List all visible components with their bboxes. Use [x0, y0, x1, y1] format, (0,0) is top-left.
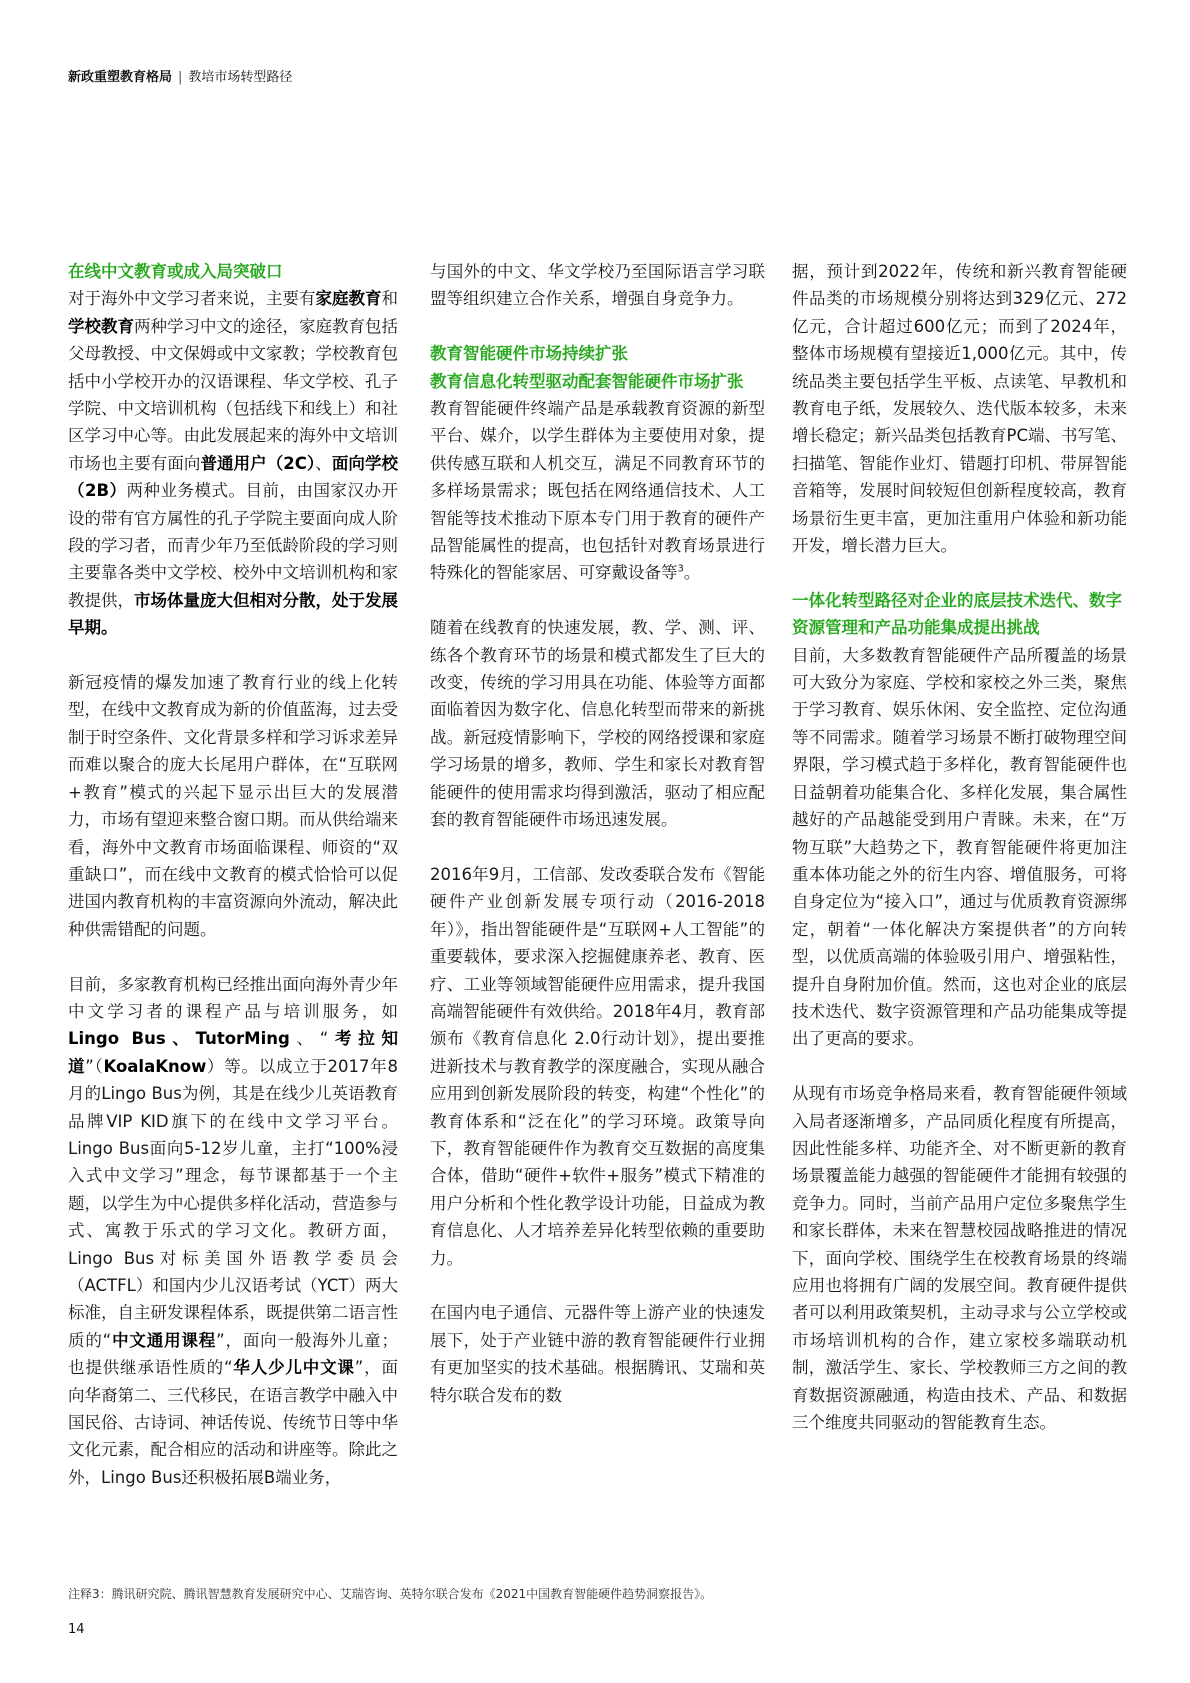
paragraph: 与国外的中文、华文学校乃至国际语言学习联盟等组织建立合作关系，增强自身竞争力。	[430, 262, 765, 309]
paragraph: 教育智能硬件终端产品是承载教育资源的新型平台、媒介，以学生群体为主要使用对象，提供传感互联和人机交互，满足不同教育环节的多样场景需求；既包括在网络通信技术、人工智能等技术推动下原本专门用于教育的硬件产品智能属性的提高，也包括针对教育场景进行特殊化的智能家居、可穿戴设备等$^3$。	[430, 399, 765, 583]
paragraph: 目前，大多数教育智能硬件产品所覆盖的场景可大致分为家庭、学校和家校之外三类，聚焦于学习教育、娱乐休闲、安全监控、定位沟通等不同需求。随着学习场景不断打破物理空间界限，学习模式趋于多样化，教育智能硬件也日益朝着功能集合化、多样化发展，集合属性越好的产品越能受到用户青睐。未来，在“万物互联”大趋势之下，教育智能硬件将更加注重本体功能之外的衍生内容、增值服务，可将自身定位为“接入口”，通过与优质教育资源绑定，朝着“一体化解决方案提供者”的方向转型，以优质高端的体验吸引用户、增强粘性，提升自身附加价值。然而，这也对企业的底层技术迭代、数字资源管理和产品功能集成等提出了更高的要求。	[792, 645, 1127, 1049]
header-subtitle: 教培市场转型路径	[188, 70, 293, 85]
paragraph: 2016年9月，工信部、发改委联合发布《智能硬件产业创新发展专项行动（2016-2018年）》，指出智能硬件是“互联网+人工智能”的重要载体，要求深入挖掘健康养老、教育、医疗、工业等领域智能硬件应用需求，提升我国高端智能硬件有效供给。2018年4月，教育部颁布《教育信息化 2.0行动计划》，提出要推进新技术与教育教学的深度融合，实现从融合应用到创新发展阶段的转变，构建“个性化”的教育体系和“泛在化”的学习环境。政策导向下，教育智能硬件作为教育交互数据的高度集合体，借助“硬件+软件+服务”模式下精准的用户分析和个性化教学设计功能，日益成为教育信息化、人才培养差异化转型依赖的重要助力。	[430, 864, 765, 1268]
column-1	[68, 258, 398, 1491]
paragraph: 在国内电子通信、元器件等上游产业的快速发展下，处于产业链中游的教育智能硬件行业拥有更加坚实的技术基础。根据腾讯、艾瑞和英特尔联合发布的数	[430, 1303, 765, 1405]
column-3	[792, 258, 1127, 1436]
header-separator: |	[178, 70, 183, 85]
footnote-ref: 3	[677, 563, 684, 575]
paragraph: 从现有市场竞争格局来看，教育智能硬件领域入局者逐渐增多，产品同质化程度有所提高，因此性能多样、功能齐全、对不断更新的教育场景覆盖能力越强的智能硬件才能拥有较强的竞争力。同时，当前产品用户定位多聚焦学生和家长群体，未来在智慧校园战略推进的情况下，面向学校、围绕学生在校教育场景的终端应用也将拥有广阔的发展空间。教育硬件提供者可以利用政策契机，主动寻求与公立学校或市场培训机构的合作，建立家校多端联动机制，激活学生、家长、学校教师三方之间的教育数据资源融通，构造由技术、产品、和数据三个维度共同驱动的智能教育生态。	[792, 1084, 1127, 1433]
paragraph: 据，预计到2022年，传统和新兴教育智能硬件品类的市场规模分别将达到329亿元、272亿元，合计超过600亿元；而到了2024年，整体市场规模有望接近1,000亿元。其中，传统品类主要包括学生平板、点读笔、早教机和教育电子纸，发展较久、迭代版本较多，未来增长稳定；新兴品类包括教育PC端、书写笔、扫描笔、智能作业灯、错题打印机、带屏智能音箱等，发展时间较短但创新程度较高，教育场景衍生更丰富，更加注重用户体验和新功能开发，增长潜力巨大。	[792, 262, 1127, 556]
page-number: 14	[68, 1622, 85, 1637]
section-heading: 教育智能硬件市场持续扩张	[430, 344, 628, 364]
paragraph: 目前，多家教育机构已经推出面向海外青少年中文学习者的课程产品与培训服务，如Lingo Bus、TutorMing、“考拉知道”（KoalaKnow）等。以成立于2017年8月的Lingo Bus为例，其是在线少儿英语教育品牌VIP KID旗下的在线中文学习平台。Lingo Bus面向5-12岁儿童，主打“100%浸入式中文学习”理念，每节课都基于一个主题，以学生为中心提供多样化活动，营造参与式、寓教于乐式的学习文化。教研方面，Lingo Bus对标美国外语教学委员会（ACTFL）和国内少儿汉语考试（YCT）两大标准，自主研发课程体系，既提供第二语言性质的“中文通用课程”，面向一般海外儿童；也提供继承语性质的“华人少儿中文课”，面向华裔第二、三代移民，在语言教学中融入中国民俗、古诗词、神话传说、传统节日等中华文化元素，配合相应的活动和讲座等。除此之外，Lingo Bus还积极拓展B端业务，	[68, 974, 398, 1487]
running-header	[68, 66, 292, 85]
paragraph: 随着在线教育的快速发展，教、学、测、评、练各个教育环节的场景和模式都发生了巨大的改变，传统的学习用具在功能、体验等方面都面临着因为数字化、信息化转型而带来的新挑战。新冠疫情影响下，学校的网络授课和家庭学习场景的增多，教师、学生和家长对教育智能硬件的使用需求均得到激活，驱动了相应配套的教育智能硬件市场迅速发展。	[430, 618, 765, 830]
paragraph: 对于海外中文学习者来说，主要有家庭教育和学校教育两种学习中文的途径，家庭教育包括父母教授、中文保姆或中文家教；学校教育包括中小学校开办的汉语课程、华文学校、孔子学院、中文培训机构（包括线下和线上）和社区学习中心等。由此发展起来的海外中文培训市场也主要有面向普通用户（2C）、面向学校（2B）两种业务模式。目前，由国家汉办开设的带有官方属性的孔子学院主要面向成人阶段的学习者，而青少年乃至低龄阶段的学习则主要靠各类中文学校、校外中文培训机构和家教提供，市场体量庞大但相对分散，处于发展早期。	[68, 289, 399, 638]
section-heading: 一体化转型路径对企业的底层技术迭代、数字资源管理和产品功能集成提出挑战	[792, 590, 1122, 638]
section-subheading: 教育信息化转型驱动配套智能硬件市场扩张	[430, 371, 744, 391]
header-title: 新政重塑教育格局	[68, 70, 173, 85]
paragraph: 新冠疫情的爆发加速了教育行业的线上化转型，在线中文教育成为新的价值蓝海，过去受制于时空条件、文化背景多样和学习诉求差异而难以聚合的庞大长尾用户群体，在“互联网+教育”模式的兴起下显示出巨大的发展潜力，市场有望迎来整合窗口期。而从供给端来看，海外中文教育市场面临课程、师资的“双重缺口”，而在线中文教育的模式恰恰可以促进国内教育机构的丰富资源向外流动，解决此种供需错配的问题。	[68, 673, 398, 939]
column-2	[430, 258, 765, 1409]
footnote: 注释3：腾讯研究院、腾讯智慧教育发展研究中心、艾瑞咨询、英特尔联合发布《2021中国教育智能硬件趋势洞察报告》。	[68, 1587, 713, 1601]
section-heading: 在线中文教育或成入局突破口	[68, 262, 283, 281]
